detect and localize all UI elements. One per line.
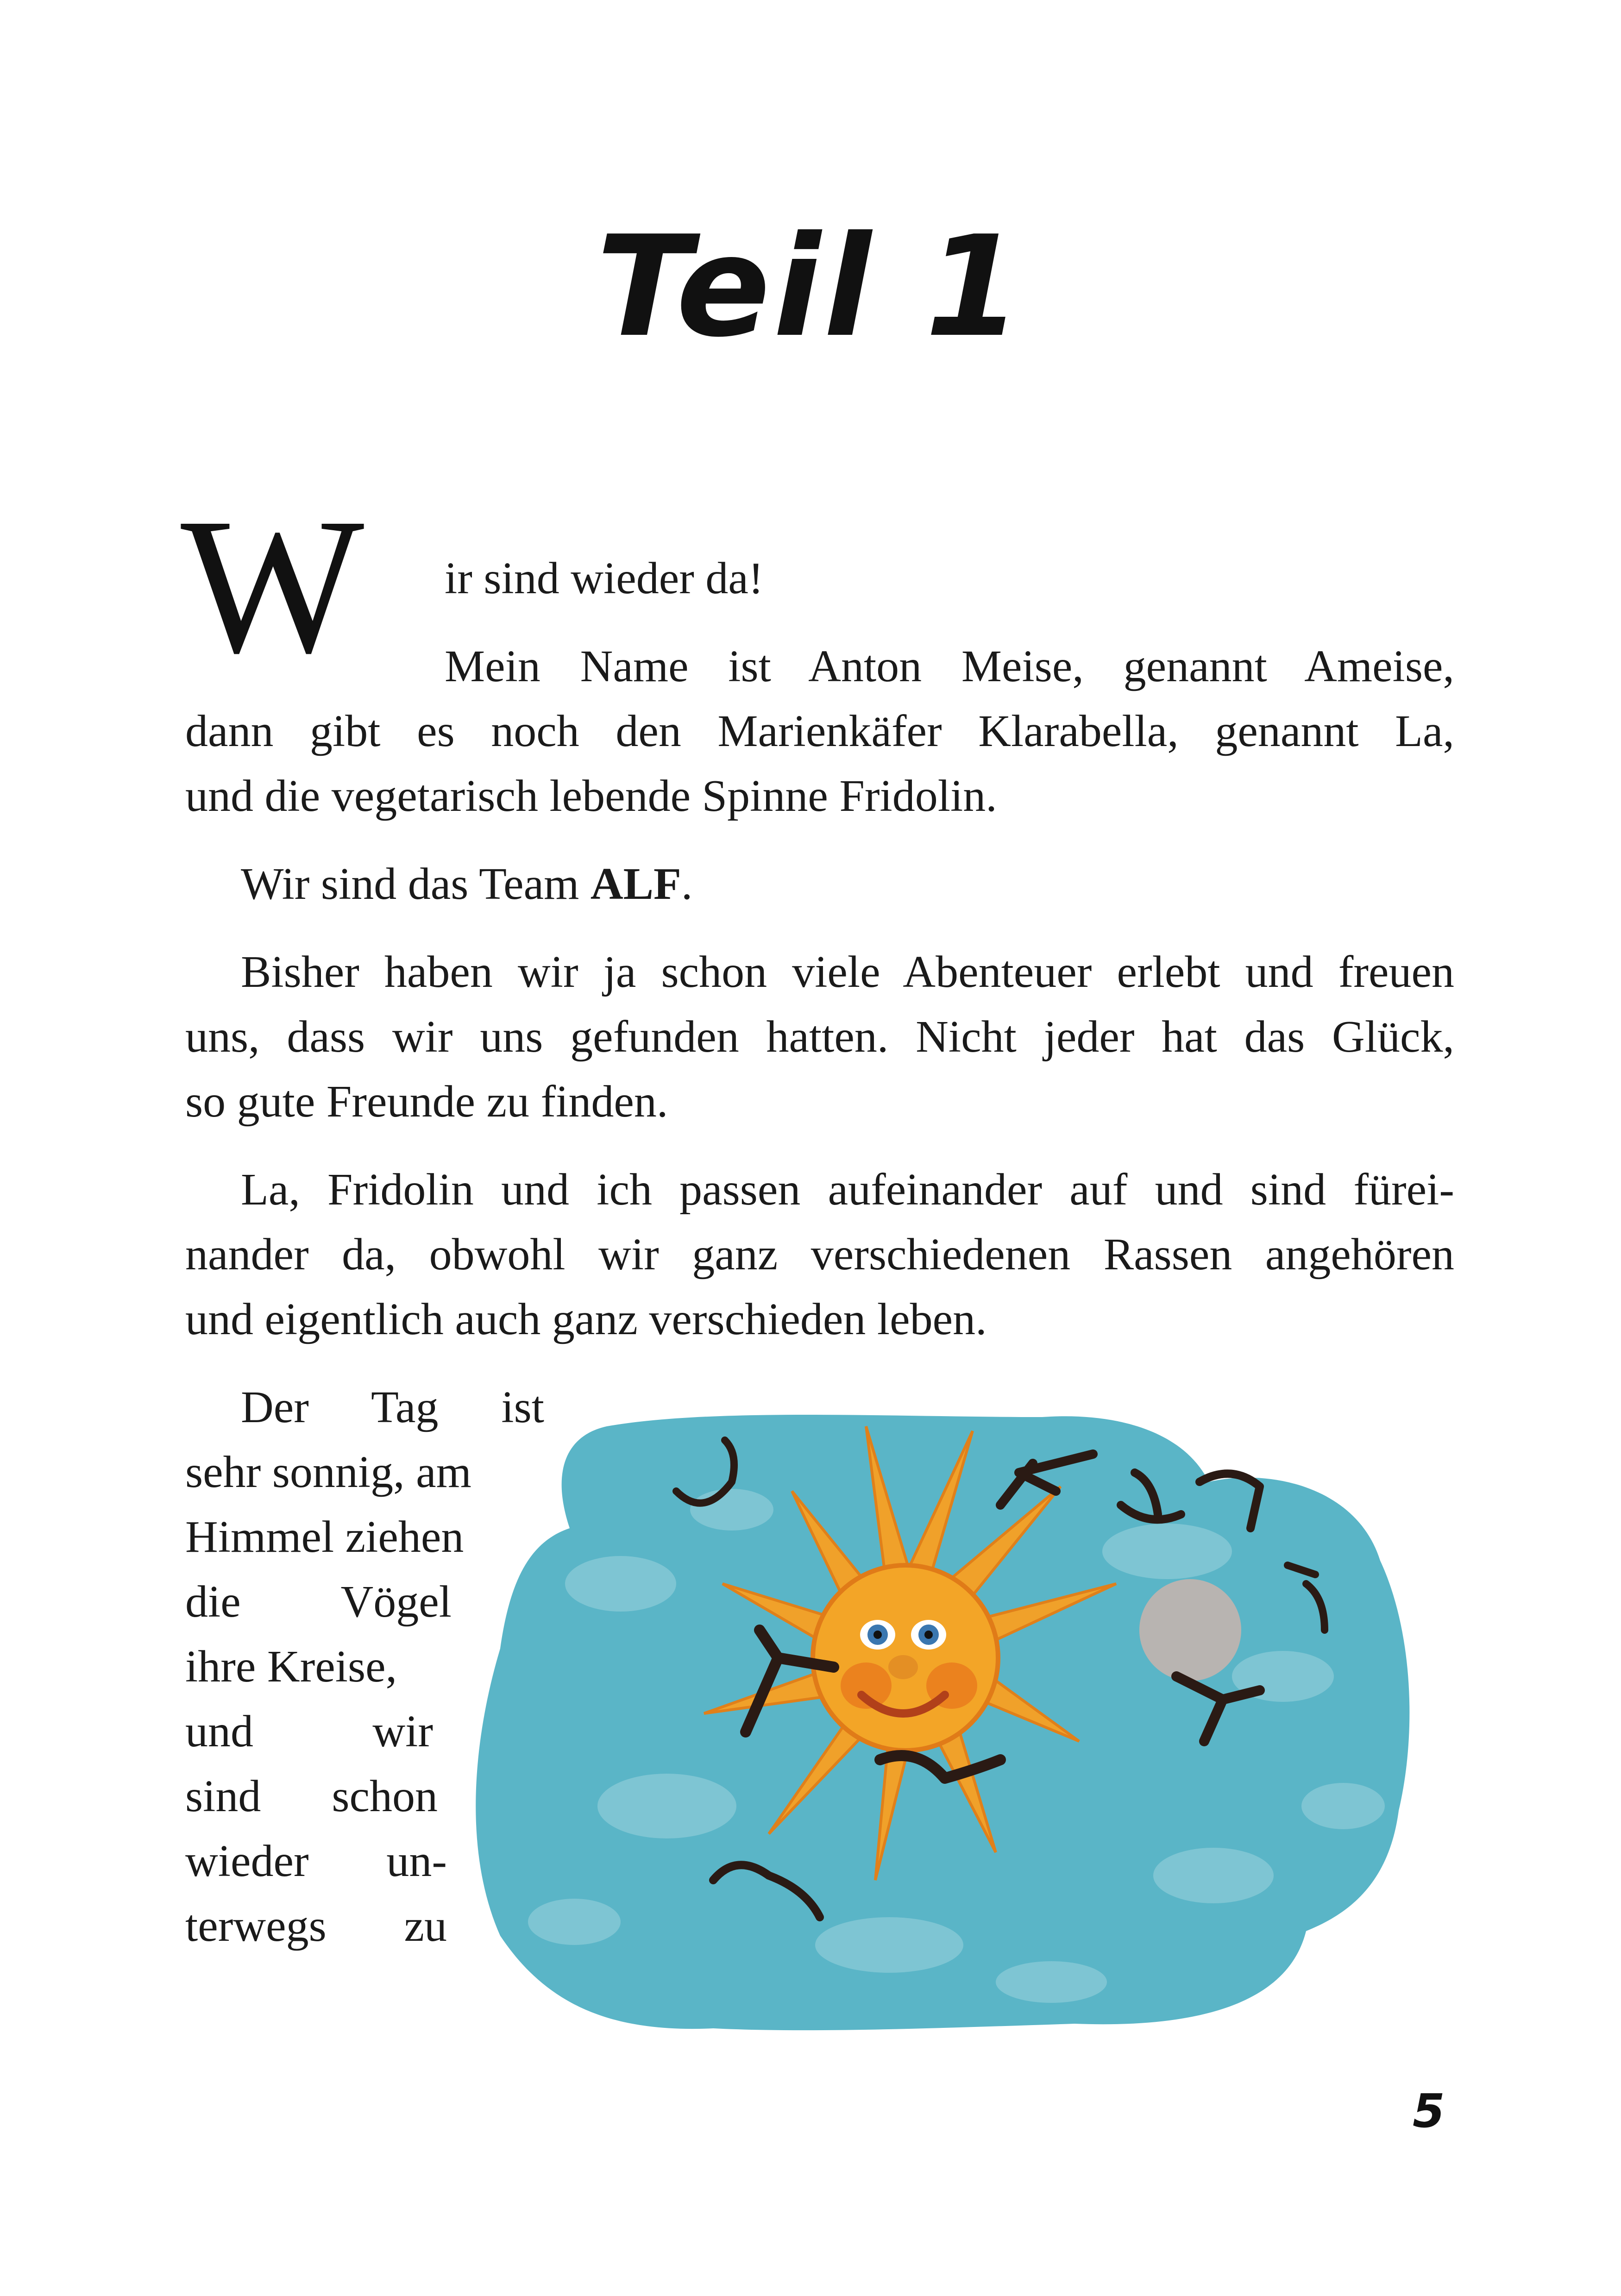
team-suffix: . xyxy=(681,859,693,909)
text-line: dann gibt es noch den Marienkäfer Klarabella, genannt La, xyxy=(185,706,1454,756)
text-line: ihre Kreise, xyxy=(185,1642,397,1692)
text-line: Der Tag ist xyxy=(241,1382,544,1432)
text-line: sehr sonnig, am xyxy=(185,1447,471,1497)
text-line: terwegs zu xyxy=(185,1901,447,1951)
team-name: ALF xyxy=(590,859,681,909)
text-line: La, Fridolin und ich passen aufeinander auf und sind fürei- xyxy=(241,1165,1454,1215)
text-line: Mein Name ist Anton Meise, genannt Ameise, xyxy=(445,641,1454,691)
text-line: ir sind wieder da! xyxy=(445,553,764,603)
text-line: Himmel ziehen xyxy=(185,1512,464,1562)
moon-disc xyxy=(1139,1579,1241,1681)
text-line: sind schon xyxy=(185,1771,438,1821)
text-line: so gute Freunde zu finden. xyxy=(185,1077,668,1127)
text-line: die Vögel xyxy=(185,1577,452,1627)
chapter-title: Teil 1 xyxy=(596,206,1025,368)
nose xyxy=(888,1655,918,1679)
text-line: uns, dass wir uns gefunden hatten. Nicht jeder hat das Glück, xyxy=(185,1012,1454,1062)
drop-cap: W xyxy=(181,478,364,693)
sun-cloud-illustration xyxy=(472,1389,1426,2047)
text-line: und die vegetarisch lebende Spinne Fridolin. xyxy=(185,771,997,821)
text-line: nander da, obwohl wir ganz verschiedenen Rassen angehören xyxy=(185,1230,1454,1280)
text-line: und eigentlich auch ganz verschieden leben. xyxy=(185,1294,987,1344)
page-number: 5 xyxy=(1413,2084,1445,2138)
team-prefix: Wir sind das Team xyxy=(241,859,591,909)
text-line: Bisher haben wir ja schon viele Abenteuer erlebt und freuen xyxy=(241,947,1454,997)
team-line xyxy=(241,861,1454,907)
text-line: und wir xyxy=(185,1706,433,1757)
text-line: wieder un- xyxy=(185,1836,447,1886)
